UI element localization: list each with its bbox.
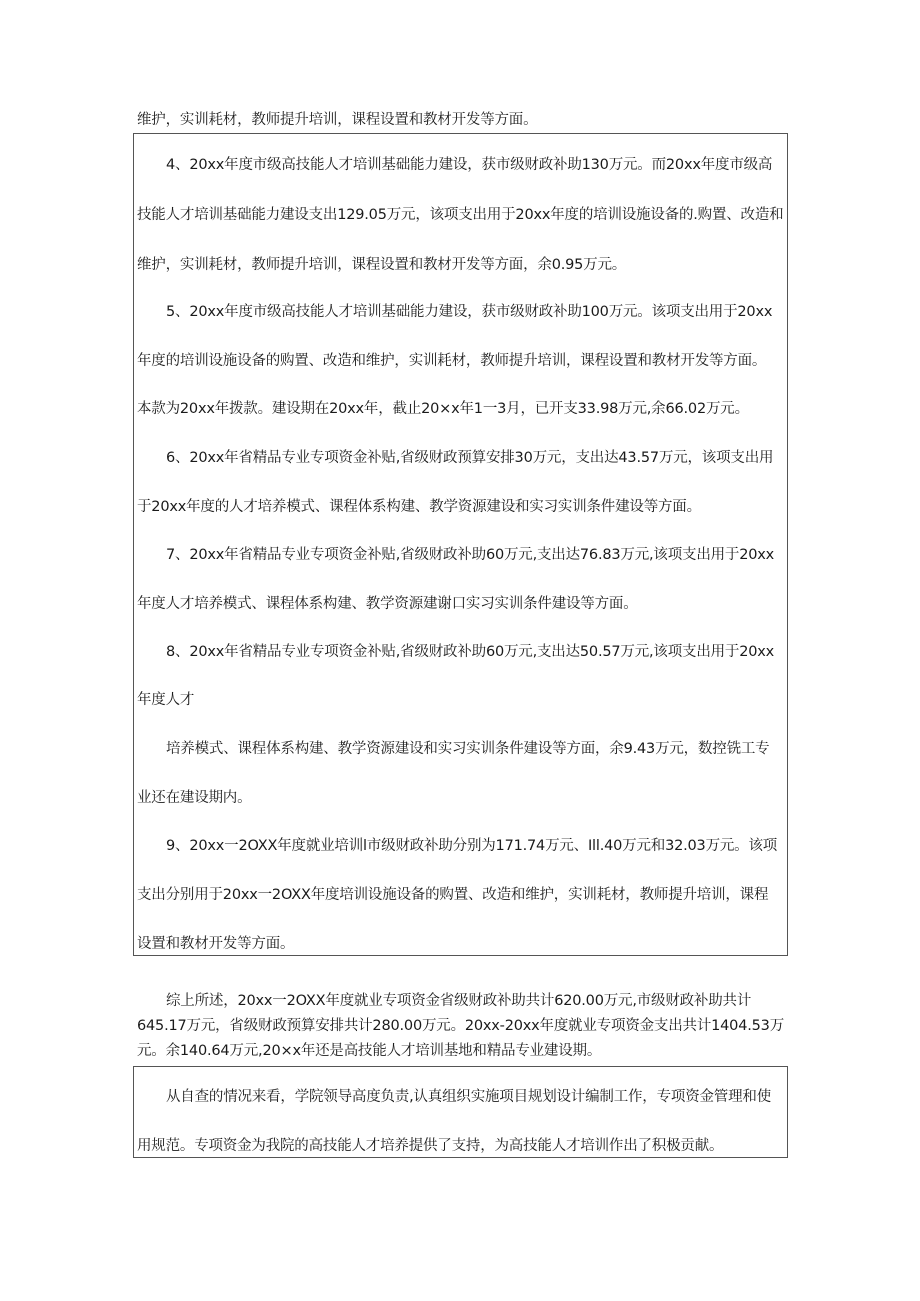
paragraph-line: 于20xx年度的人才培养模式、课程体系构建、教学资源建设和实习实训条件建设等方面。: [137, 499, 701, 515]
paragraph-line: 技能人才培训基础能力建设支出129.05万元，该项支出用于20xx年度的培训设施设备的.购置、改造和: [137, 207, 784, 223]
paragraph-line: 7、20xx年省精品专业专项资金补贴,省级财政补助60万元,支出达76.83万元,该项支出用于20xx: [166, 547, 775, 563]
paragraph-line: 本款为20xx年拨款。建设期在20xx年，截止20×x年1一3月，已开支33.98万元,余66.02万元。: [137, 401, 749, 417]
paragraph-line: 6、20xx年省精品专业专项资金补贴,省级财政预算安排30万元，支出达43.57万元，该项支出用: [166, 450, 774, 466]
paragraph-line: 维护，实训耗材，教师提升培训，课程设置和教材开发等方面，余0.95万元。: [137, 257, 627, 273]
paragraph-line: 9、20xx一2OXX年度就业培训l市级财政补助分别为171.74万元、Ill.40万元和32.03万元。该项: [166, 838, 778, 854]
paragraph-line: 业还在建设期内。: [137, 790, 252, 806]
continuation-line: 维护，实训耗材，教师提升培训，课程设置和教材开发等方面。: [137, 112, 538, 128]
paragraph-line: 元。余140.64万元,20×x年还是高技能人才培训基地和精品专业建设期。: [137, 1043, 602, 1059]
paragraph-line: 设置和教材开发等方面。: [137, 936, 295, 952]
paragraph-line: 年度人才培养模式、课程体系构建、教学资源建谢口实习实训条件建设等方面。: [137, 596, 638, 612]
paragraph-line: 5、20xx年度市级高技能人才培训基础能力建设，获市级财政补助100万元。该项支出用于20xx: [166, 304, 773, 320]
paragraph-line: 8、20xx年省精品专业专项资金补贴,省级财政补助60万元,支出达50.57万元,该项支出用于20xx: [166, 644, 775, 660]
paragraph-line: 综上所述，20xx一2OXX年度就业专项资金省级财政补助共计620.00万元,市级财政补助共计: [166, 993, 752, 1009]
paragraph-line: 645.17万元，省级财政预算安排共计280.00万元。20xx-20xx年度就业专项资金支出共计1404.53万: [137, 1018, 784, 1034]
paragraph-line: 从自查的情况来看，学院领导高度负责,认真组织实施项目规划设计编制工作，专项资金管理和使: [166, 1089, 772, 1105]
paragraph-line: 用规范。专项资金为我院的高技能人才培养提供了支持，为高技能人才培训作出了积极贡献。: [137, 1138, 724, 1154]
paragraph-line: 培养模式、课程体系构建、教学资源建设和实习实训条件建设等方面，余9.43万元，数控铣工专: [166, 741, 770, 757]
paragraph-line: 支出分别用于20xx一2OXX年度培训设施设备的购置、改造和维护，实训耗材，教师提升培训，课程: [137, 887, 769, 903]
paragraph-line: 4、20xx年度市级高技能人才培训基础能力建设，获市级财政补助130万元。而20xx年度市级高: [166, 157, 773, 173]
paragraph-line: 年度人才: [137, 692, 195, 708]
paragraph-line: 年度的培训设施设备的购置、改造和维护，实训耗材，教师提升培训，课程设置和教材开发等方面。: [137, 353, 767, 369]
